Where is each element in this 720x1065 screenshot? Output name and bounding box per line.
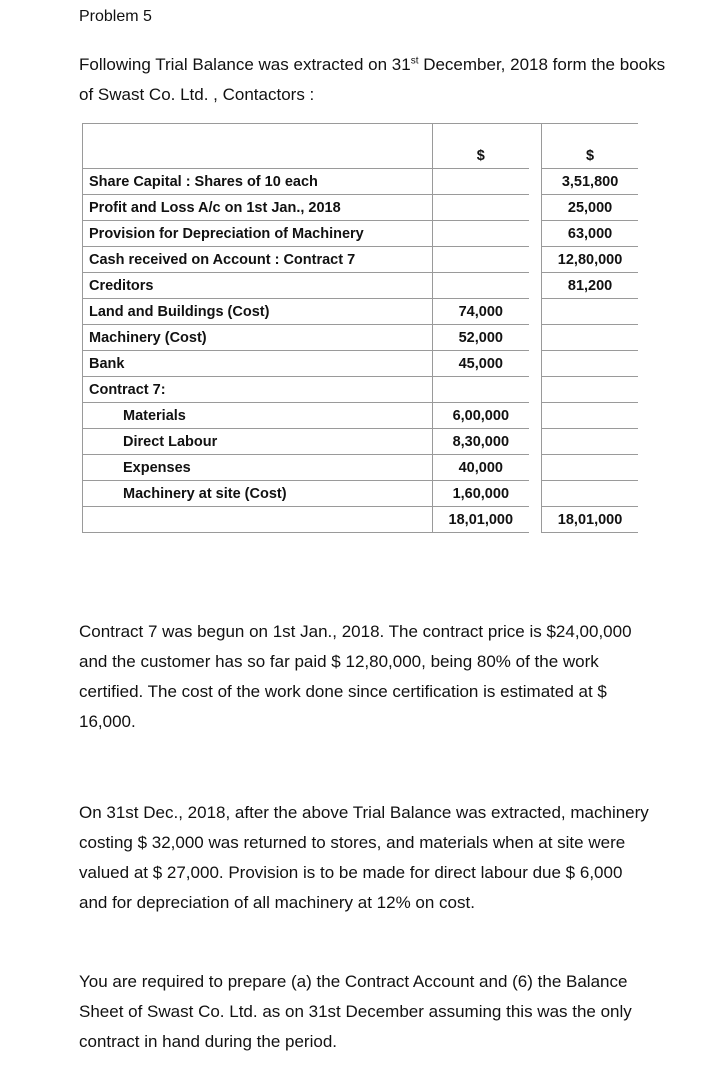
row-credit: 3,51,800 [542, 169, 638, 195]
row-label: Land and Buildings (Cost) [83, 299, 433, 325]
table-row [83, 403, 639, 429]
table-header-row [83, 124, 639, 169]
header-debit-currency: $ [432, 124, 528, 169]
total-label [83, 507, 433, 533]
row-credit [542, 455, 638, 481]
row-label: Profit and Loss A/c on 1st Jan., 2018 [83, 195, 433, 221]
table-row [83, 299, 639, 325]
row-debit [432, 169, 528, 195]
row-label: Cash received on Account : Contract 7 [83, 247, 433, 273]
row-label: Materials [83, 403, 433, 429]
paragraph-requirements: You are required to prepare (a) the Contract Account and (6) the Balance Sheet of Swast Co. Ltd. as on 31st December assuming this was the only contract in hand during the period. [79, 972, 632, 1051]
table-row [83, 247, 639, 273]
row-label: Share Capital : Shares of 10 each [83, 169, 433, 195]
row-credit [542, 299, 638, 325]
row-debit [432, 247, 528, 273]
row-debit [432, 273, 528, 299]
total-credit: 18,01,000 [542, 507, 638, 533]
table-row [83, 377, 639, 403]
row-credit: 81,200 [542, 273, 638, 299]
intro-text-after: December, 2018 form the books of Swast Co. Ltd. , Contactors : [79, 55, 666, 104]
row-credit [542, 403, 638, 429]
intro-text-before: Following Trial Balance was extracted on 31 [79, 55, 411, 74]
paragraph-contract-details: Contract 7 was begun on 1st Jan., 2018. The contract price is $24,00,000 and the customer has so far paid $ 12,80,000, being 80% of the work certified. The cost of the work done since certification is estimated at $ 16,000. [79, 622, 632, 731]
row-debit: 40,000 [432, 455, 528, 481]
paragraph-adjustments: On 31st Dec., 2018, after the above Trial Balance was extracted, machinery costing $ 32,000 was returned to stores, and materials when at site were valued at $ 27,000. Provision is to be made for direct labour due $ 6,000 and for depreciation of all machinery at 12% on cost. [79, 803, 649, 912]
row-label: Machinery (Cost) [83, 325, 433, 351]
table-row [83, 481, 639, 507]
row-debit: 1,60,000 [432, 481, 528, 507]
table-row [83, 169, 639, 195]
row-credit [542, 377, 638, 403]
table-row [83, 351, 639, 377]
problem-title: Problem 5 [79, 8, 152, 25]
row-debit [432, 221, 528, 247]
row-label: Bank [83, 351, 433, 377]
row-label: Creditors [83, 273, 433, 299]
intro-text [79, 50, 679, 110]
row-credit [542, 429, 638, 455]
row-debit: 45,000 [432, 351, 528, 377]
row-credit: 63,000 [542, 221, 638, 247]
table-row [83, 273, 639, 299]
row-label: Provision for Depreciation of Machinery [83, 221, 433, 247]
row-credit [542, 325, 638, 351]
row-label: Expenses [83, 455, 433, 481]
trial-balance-table [82, 123, 638, 533]
table-row [83, 195, 639, 221]
row-debit: 8,30,000 [432, 429, 528, 455]
table-total-row [83, 507, 639, 533]
header-credit-currency: $ [542, 124, 638, 169]
row-credit: 12,80,000 [542, 247, 638, 273]
row-credit [542, 481, 638, 507]
table-row [83, 429, 639, 455]
row-label: Direct Labour [83, 429, 433, 455]
header-description-cell [83, 124, 433, 169]
row-debit [432, 377, 528, 403]
total-debit: 18,01,000 [432, 507, 528, 533]
row-debit [432, 195, 528, 221]
row-credit [542, 351, 638, 377]
row-label: Contract 7: [83, 377, 433, 403]
row-credit: 25,000 [542, 195, 638, 221]
row-label: Machinery at site (Cost) [83, 481, 433, 507]
row-debit: 6,00,000 [432, 403, 528, 429]
intro-superscript: st [410, 55, 419, 67]
row-debit: 52,000 [432, 325, 528, 351]
table-row [83, 455, 639, 481]
table-row [83, 325, 639, 351]
row-debit: 74,000 [432, 299, 528, 325]
table-row [83, 221, 639, 247]
